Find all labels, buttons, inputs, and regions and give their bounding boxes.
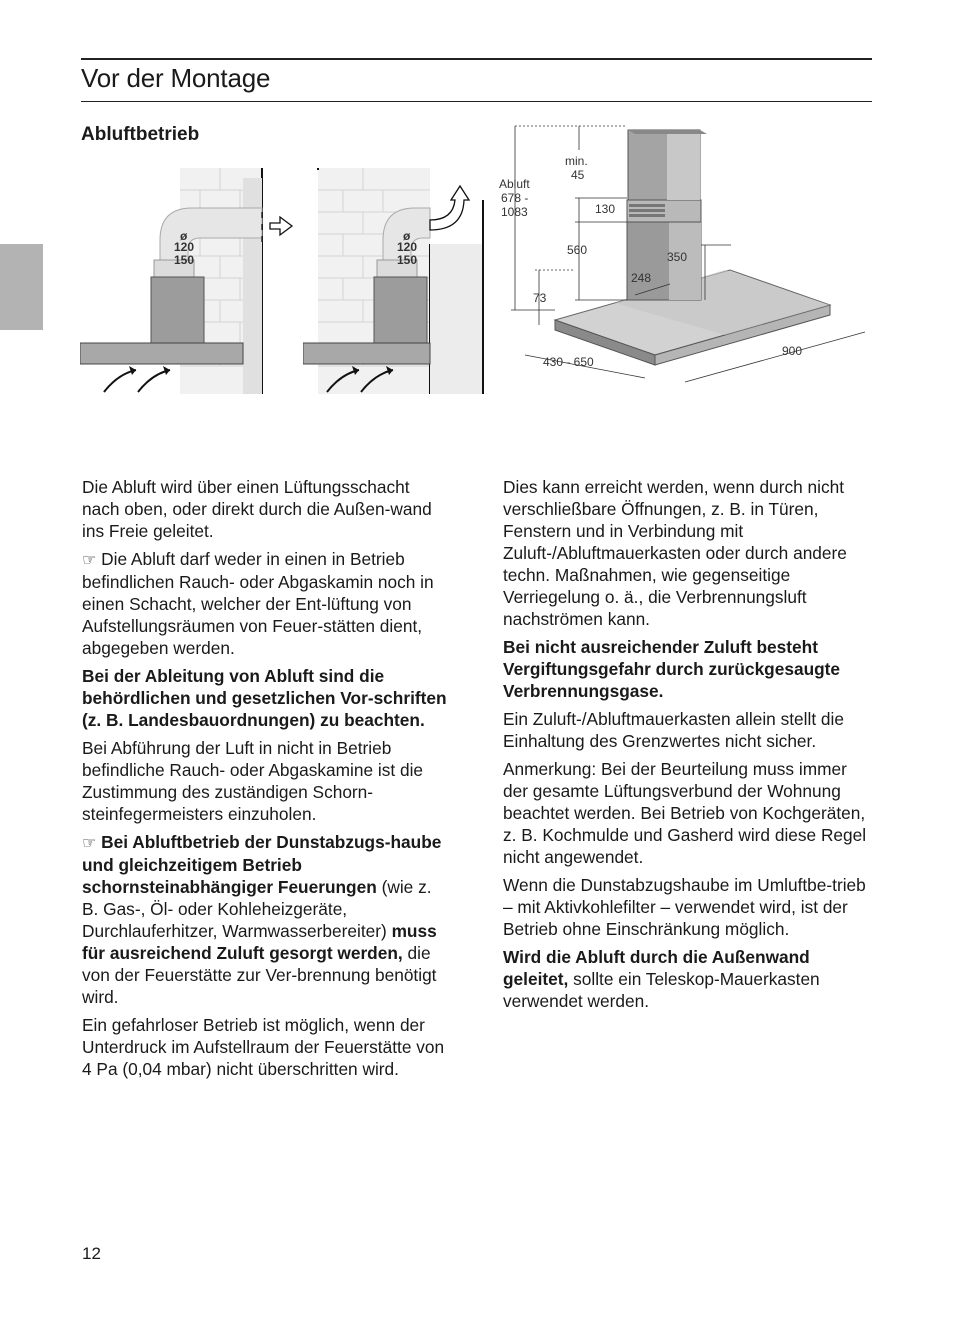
dim-abluft-label: Abluft	[499, 177, 530, 191]
hood-body	[555, 130, 830, 365]
pointing-hand-icon: ☞	[82, 833, 97, 852]
intake-arrow-left	[104, 370, 136, 392]
hood-canopy	[303, 343, 430, 364]
exhaust-arrow-up	[430, 186, 469, 230]
dim-350: 350	[667, 250, 688, 264]
paragraph-note: ☞ Die Abluft darf weder in einen in Betrieb befindlichen Rauch- oder Abgaskamin noch in einen Schacht, welcher der Ent-lüftung von Aufstellungsräumen von Feuer-stätten dient, abgegeben werden.	[82, 549, 434, 658]
dim-abluft-range-2: 1083	[501, 205, 528, 219]
pointing-hand-icon: ☞	[82, 550, 97, 569]
paragraph-bold: Bei der Ableitung von Abluft sind die behördlichen und gesetzlichen Vor-schriften (z. B. Landesbauordnungen) zu beachten.	[82, 666, 447, 730]
dim-min-value: 45	[571, 168, 585, 182]
dim-abluft-range-1: 678 -	[501, 191, 529, 205]
header-rule-bottom	[81, 101, 872, 102]
diameter-symbol: ø	[403, 229, 411, 243]
hood-canopy	[80, 343, 243, 364]
paragraph: Anmerkung: Bei der Beurteilung muss immer der gesamte Lüftungsverbund der Wohnung beachtet werden. Bei Betrieb von Kochgeräten, z. B. Kochmulde und Gasherd wird diese Regel nicht angewendet.	[503, 759, 867, 867]
section-title: Abluftbetrieb	[81, 124, 200, 145]
hood-chimney	[151, 277, 204, 343]
page-title: Vor der Montage	[81, 63, 271, 93]
paragraph: Ein gefahrloser Betrieb ist möglich, wenn der Unterdruck im Aufstellraum der Feuerstätte von 4 Pa (0,04 mbar) nicht überschritten wird.	[82, 1015, 445, 1079]
dim-130: 130	[595, 202, 616, 216]
figure-exhaust-through-shaft	[303, 160, 493, 396]
left-text-column	[82, 476, 450, 1086]
dim-min-label: min.	[565, 154, 588, 168]
paragraph-bold: Bei nicht ausreichender Zuluft besteht Vergiftungsgefahr durch zurückgesaugte Verbrennungsgase.	[503, 637, 841, 701]
paragraph: Wird die Abluft durch die Außenwand geleitet, sollte ein Teleskop-Mauerkasten verwendet werden.	[503, 947, 820, 1011]
chapter-tab	[0, 244, 43, 330]
paragraph-note: ☞ Bei Abluftbetrieb der Dunstabzugs-haube und gleichzeitigem Betrieb schornsteinabhängiger Feuerungen (wie z. B. Gas-, Öl- oder Kohleheizgeräte, Durchlauferhitzer, Warmwasserbereiter) muss für ausreichend Zuluft gesorgt werden, die von der Feuerstätte zur Ver-brennung benötigt wird.	[82, 832, 442, 1007]
dim-width: 900	[782, 344, 803, 358]
diameter-120: 120	[174, 240, 195, 254]
paragraph: Die Abluft wird über einen Lüftungsschacht nach oben, oder direkt durch die Außen-wand ins Freie geleitet.	[82, 477, 432, 541]
diameter-150: 150	[174, 253, 195, 267]
page-number: 12	[82, 1244, 101, 1263]
diameter-symbol: ø	[180, 229, 188, 243]
header-rule-top	[81, 58, 872, 60]
hood-chimney	[374, 277, 427, 343]
paragraph: Dies kann erreicht werden, wenn durch nicht verschließbare Öffnungen, z. B. in Türen, Fenstern und in Verbindung mit Zuluft-/Abluftmauerkasten oder durch andere techn. Maßnahmen, wie gegenseitige Verriegelung o. ä., die Verbrennungsluft nachströmen kann.	[503, 477, 847, 629]
paragraph: Bei Abführung der Luft in nicht in Betrieb befindliche Rauch- oder Abgaskamine ist die Zustimmung des zuständigen Schorn-steinfegermeisters einzuholen.	[82, 738, 424, 824]
dim-248: 248	[631, 271, 652, 285]
paragraph: Ein Zuluft-/Abluftmauerkasten allein stellt die Einhaltung des Grenzwertes nicht sicher.	[503, 709, 844, 751]
diameter-150: 150	[397, 253, 418, 267]
dim-73: 73	[533, 291, 547, 305]
figure-hood-dimensions	[495, 120, 880, 395]
right-text-column	[503, 476, 871, 1018]
diameter-120: 120	[397, 240, 418, 254]
exhaust-arrow-right	[270, 217, 292, 235]
paragraph: Wenn die Dunstabzugshaube im Umluftbe-trieb – mit Aktivkohlefilter – verwendet wird, ist der Betrieb ohne Einschränkung möglich.	[503, 875, 866, 939]
figure-exhaust-through-wall	[80, 160, 295, 396]
dim-depth: 430 - 650	[543, 355, 594, 369]
intake-arrow-right	[138, 370, 170, 392]
dim-560: 560	[567, 243, 588, 257]
